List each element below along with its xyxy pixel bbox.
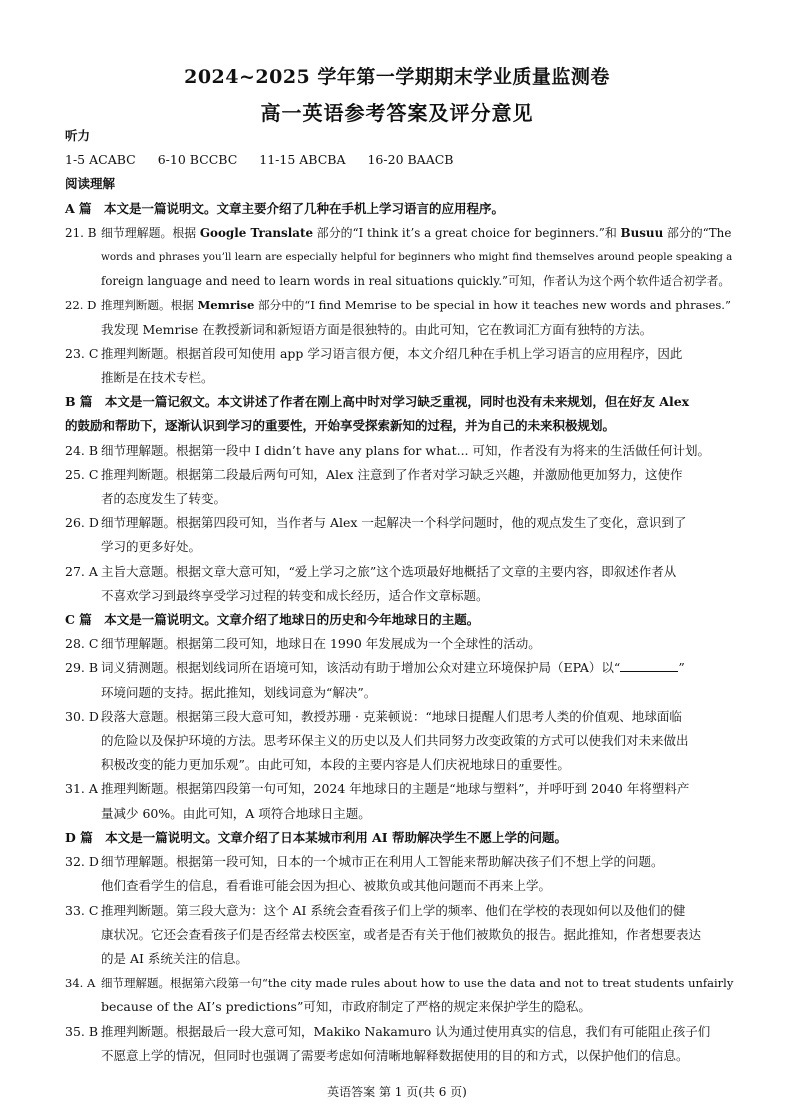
q21-app-busuu: Busuu	[620, 225, 664, 240]
q34-line-1: 细节理解题。根据第六段第一句“the city made rules about how to use the data and not to treat students unfairly	[101, 976, 734, 991]
answer-key-subtitle: 高一英语参考答案及评分意见	[260, 101, 534, 125]
listening-group-2: 6-10 BCCBC	[157, 152, 238, 168]
q27-number: 27. A	[65, 563, 98, 579]
question-31	[65, 777, 733, 825]
q26-number: 26. D	[65, 515, 99, 531]
q25-number: 25. C	[65, 466, 99, 482]
q21-text-a: 细节理解题。根据	[101, 225, 200, 240]
q35-number: 35. B	[65, 1023, 99, 1039]
q30-number: 30. D	[65, 708, 99, 724]
q23-line-1: 推理判断题。根据首段可知使用 app 学习语言很方便，本文介绍几种在手机上学习语言的应用程序，因此	[101, 345, 683, 361]
question-23	[65, 342, 733, 390]
q22-line-2: 我发现 Memrise 在教授新词和新短语方面是很独特的。由此可知，它在教词汇方面有独特的方法。	[101, 321, 653, 337]
q23-number: 23. C	[65, 345, 99, 361]
question-21	[65, 221, 733, 294]
q28-number: 28. C	[65, 636, 99, 652]
q32-line-1: 细节理解题。根据第一段可知，日本的一个城市正在利用人工智能来帮助解决孩子们不想上学的问题。	[101, 854, 664, 870]
question-27	[65, 560, 733, 608]
question-28	[65, 632, 733, 656]
question-34	[65, 971, 733, 1019]
q35-line-1: 推理判断题。根据最后一段大意可知，Makiko Nakamuro 认为通过使用真实的信息，我们有可能阻止孩子们	[101, 1023, 711, 1039]
question-24	[65, 439, 733, 463]
listening-group-1: 1-5 ACABC	[65, 152, 136, 168]
question-30	[65, 705, 733, 778]
q32-number: 32. D	[65, 854, 99, 870]
q29-blank-line	[620, 659, 678, 672]
answer-content	[65, 124, 733, 1068]
q28-line-1: 细节理解题。根据第二段可知，地球日在 1990 年发展成为一个全球性的活动。	[101, 636, 541, 652]
question-29	[65, 656, 733, 704]
exam-title: 2024~2025 学年第一学期期末学业质量监测卷	[184, 66, 610, 88]
listening-answers	[65, 148, 733, 172]
question-26	[65, 511, 733, 559]
passage-b-intro-2: 的鼓励和帮助下，逐渐认识到学习的重要性，开始享受探索新知的过程，并为自己的未来积极规划。	[65, 418, 616, 434]
page-footer: 英语答案 第 1 页(共 6 页)	[327, 1085, 467, 1099]
passage-d-intro: D 篇 本文是一篇说明文。文章介绍了日本某城市利用 AI 帮助解决学生不愿上学的问题。	[65, 829, 567, 845]
q26-line-1: 细节理解题。根据第四段可知，当作者与 Alex 一起解决一个科学问题时，他的观点发生了变化，意识到了	[101, 515, 687, 531]
q21-line-2: words and phrases you’ll learn are especially helpful for beginners who might find themselves around people speaking a	[101, 251, 733, 264]
q33-number: 33. C	[65, 902, 99, 918]
q34-line-2: because of the AI’s predictions”可知，市政府制定了严格的规定来保护学生的隐私。	[101, 999, 591, 1015]
q21-text-c: 部分的“I think it’s a great choice for beginners.”和	[313, 225, 621, 240]
listening-heading: 听力	[65, 128, 91, 143]
q31-line-1: 推理判断题。根据第四段第一句可知，2024 年地球日的主题是“地球与塑料”，并呼吁到 2040 年将塑料产	[101, 781, 690, 797]
q33-line-2: 康状况。它还会查看孩子们是否经常去校医室，或者是否有关于他们被欺负的报告。据此推知，作者想要表达	[101, 926, 702, 942]
q21-line-3: foreign language and need to learn words in real situations quickly.”可知，作者认为这个两个软件适合初学者。	[101, 274, 731, 289]
q31-line-2: 量减少 60%。由此可知，A 项符合地球日主题。	[101, 805, 371, 821]
reading-heading: 阅读理解	[65, 176, 116, 192]
q29-text-b: ”	[678, 660, 685, 676]
q29-number: 29. B	[65, 660, 99, 676]
q22-app-memrise: Memrise	[197, 298, 255, 313]
listening-group-3: 11-15 ABCBA	[259, 152, 346, 168]
listening-group-4: 16-20 BAACB	[367, 152, 454, 168]
q33-line-3: 的是 AI 系统关注的信息。	[101, 950, 248, 966]
question-33	[65, 899, 733, 972]
q30-line-1: 段落大意题。根据第三段大意可知，教授苏珊 · 克莱顿说：“地球日提醒人们思考人类的价值观、地球面临	[101, 708, 682, 724]
q33-line-1: 推理判断题。第三段大意为：这个 AI 系统会查看孩子们上学的频率、他们在学校的表现如何以及他们的健	[101, 902, 686, 918]
passage-b-intro-1: B 篇 本文是一篇记叙文。本文讲述了作者在刚上高中时对学习缺乏重视，同时也没有未来规划，但在好友 Alex	[65, 394, 690, 410]
q34-number: 34. A	[65, 976, 96, 991]
question-35	[65, 1020, 733, 1068]
q22-number: 22. D	[65, 298, 97, 313]
question-25	[65, 463, 733, 511]
q30-line-2: 的危险以及保护环境的方法。思考环保主义的历史以及人们共同努力改变政策的方式可以使我们对未来做出	[101, 733, 689, 749]
q35-line-2: 不愿意上学的情况，但同时也强调了需要考虑如何清晰地解释数据使用的目的和方式，以保护他们的信息。	[101, 1047, 689, 1063]
passage-a-intro: A 篇 本文是一篇说明文。文章主要介绍了几种在手机上学习语言的应用程序。	[65, 200, 505, 216]
passage-c-intro: C 篇 本文是一篇说明文。文章介绍了地球日的历史和今年地球日的主题。	[65, 612, 480, 628]
q21-text-e: 部分的“The	[663, 225, 732, 240]
q21-app-google: Google Translate	[199, 225, 314, 240]
question-32	[65, 850, 733, 898]
q25-line-2: 者的态度发生了转变。	[101, 491, 227, 507]
q25-line-1: 推理判断题。根据第二段最后两句可知，Alex 注意到了作者对学习缺乏兴趣，并激励他更加努力，这使作	[101, 466, 683, 482]
q32-line-2: 他们查看学生的信息，看看谁可能会因为担心、被欺负或其他问题而不再来上学。	[101, 878, 552, 894]
q29-line-2: 环境问题的支持。据此推知，划线词意为“解决”。	[101, 684, 377, 700]
q21-number: 21. B	[65, 225, 97, 240]
q30-line-3: 积极改变的能力更加乐观”。由此可知，本段的主要内容是人们庆祝地球日的重要性。	[101, 757, 570, 773]
q23-line-2: 推断是在技术专栏。	[101, 370, 214, 386]
q24-number: 24. B	[65, 442, 99, 458]
q29-text-a: 词义猜测题。根据划线词所在语境可知，该活动有助于增加公众对建立环境保护局（EPA）以“	[101, 660, 621, 676]
q22-text-a: 推理判断题。根据	[101, 298, 198, 313]
q22-text-c: 部分中的“I find Memrise to be special in how it teaches new words and phrases.”	[254, 298, 731, 313]
q31-number: 31. A	[65, 781, 98, 797]
q24-line-1: 细节理解题。根据第一段中 I didn’t have any plans for what... 可知，作者没有为将来的生活做任何计划。	[101, 442, 710, 458]
q27-line-2: 不喜欢学习到最终享受学习过程的转变和成长经历，适合作文章标题。	[101, 587, 489, 603]
q26-line-2: 学习的更多好处。	[101, 539, 202, 555]
q27-line-1: 主旨大意题。根据文章大意可知，“爱上学习之旅”这个选项最好地概括了文章的主要内容，即叙述作者从	[101, 563, 677, 579]
question-22	[65, 293, 733, 341]
